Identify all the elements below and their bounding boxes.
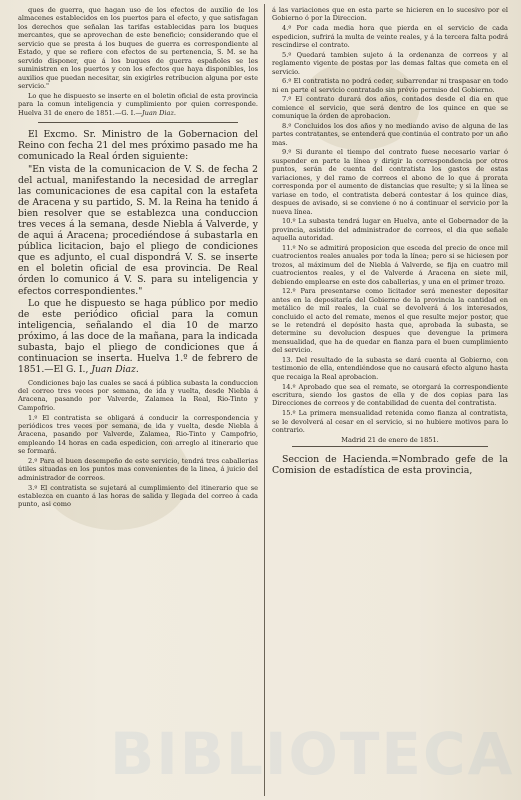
announcement-text: Lo que he dispuesto se haga público por medio de este periódico oficial para la comun inteligencia, señalando el dia 10 de marzo próximo, á las doce de la mañana, para la indicada subasta, bajo el pliego de condiciones que á continuacion se inserta. Huelva 1.º de febrero de 1851.—El G. I., <box>18 297 258 376</box>
paragraph-navy-order: ques de guerra, que hagan uso de los efectos de auxilio de los almacenes establecidos en los puertos para el efecto, y que satisfagan los derechos que señalan las tarifas establecidas para los buques mercantes, que se aprovechan de este beneficio; considerando que el servicio que se presta á los buques de guerra es correspondiente al Estado, y que se refiere con efectos de su pertenencia, S. M. se ha servido disponer, que á los buques de guerra españoles se les suministren en los puertos y con los efectos que haya disponibles, los auxilios que puedan necesitar, sin exigirles retribucion alguna por este servicio." <box>18 6 258 91</box>
condition-7: 7.º El contrato durará dos años, contados desde el dia en que comience el servicio, que será dentro de los quince en que se comunique la órden de aprobacion. <box>272 95 508 121</box>
condition-3-continued: á las variaciones que en esta parte se hicieren en lo sucesivo por el Gobierno ó por la Direccion. <box>272 6 508 23</box>
condition-12: 12.º Para presentarse como licitador será menester depositar antes en la depositaría del Gobierno de la provincia la cantidad en metálico de mil reales, la cual se devolverá á los interesados, concluido el acto del remate, menos el que resulte mejor postor, que se le retendrá el depósito hasta que, aprobada la subasta, se determine su devolucion despues que devengue la primera mensualidad, que ha de quedar en fianza para el buen cumplimiento del servicio. <box>272 287 508 355</box>
dateline: Madrid 21 de enero de 1851. <box>341 436 439 445</box>
condition-15: 15.º La primera mensualidad retenida como fianza al contratista, se le devolverá al cesar en el servicio, si no hubiere motivos para lo contrario. <box>272 409 508 434</box>
section-divider <box>38 122 238 123</box>
condition-4: 4.º Por cada media hora que pierda en el servicio de cada espedicion, sufrirá la multa de veinte reales, y á la tercera falta podrá rescindirse el contrato. <box>272 24 508 49</box>
condition-1: 1.º El contratista se obligará á conducir la correspondencia y periódicos tres veces por semana, de ida y vuelta, desde Niebla á Aracena, pasando por Valverde, Zalamea, Rio-Tinto y Campofrio, empleando 14 horas en cada espedicion, con arreglo al itinerario que se formará. <box>18 413 258 456</box>
publication-text: Lo que he dispuesto se inserte en el boletin oficial de esta provincia para la comun inteligencia y cumplimiento por quien corresponde. Huelva 31 de enero de 1851.—G. I.— <box>18 91 258 117</box>
signature: Juan Diaz. <box>141 108 177 117</box>
condition-6: 6.º El contratista no podrá ceder, subarrendar ni traspasar en todo ni en parte el servicio contratado sin prévio permiso del Gobierno. <box>272 77 508 94</box>
condition-11: 11.º No se admitirá proposicion que esceda del precio de once mil cuatrocientos reales anuales por toda la línea; pero si se hiciesen por trozos, al máximum del de Niebla á Valverde, se fija en cuatro mil cuatrocientos reales, y el de Valverde á Aracena en siete mil, debiendo emplearse en este dos caballerias, y una en el primer trozo. <box>272 243 508 286</box>
left-column <box>18 6 258 510</box>
signature: Juan Diaz. <box>91 364 139 376</box>
paragraph-subasta-announcement <box>18 298 258 376</box>
condition-9: 9.º Si durante el tiempo del contrato fuese necesario variar ó suspender en parte la línea y dirigir la correspondencia por otros puntos, serán de cuenta del contratista los gastos de estas variaciones, y del ramo de correos el abono de lo que á prorata corresponda por el aumento de distancias que resulte; y si la línea se variase en todo, el contratista deberá contestar á los quince dias, despues de avisado, si se conviene ó no á continuar el servicio por la nueva línea. <box>272 148 508 216</box>
condition-8: 8.º Concluidos los dos años y no mediando aviso de alguna de las partes contratantes, se entenderá que continúa el contrato por un año mas. <box>272 121 508 147</box>
conditions-intro: Condiciones bajo las cuales se sacá á pública subasta la conduccion del correo tres veces por semana, de ida y vuelta, desde Niebla á Aracena, pasando por Valverde, Zalamea la Real, Rio-Tinto y Campofrio. <box>18 378 258 412</box>
section-divider <box>292 446 488 447</box>
paragraph-publication <box>18 92 258 117</box>
condition-5: 5.º Quedará tambien sujeto á la ordenanza de correos y al reglamento vigente de postas por las demas faltas que cometa en el servicio. <box>272 50 508 76</box>
condition-3: 3.º El contratista se sujetará al cumplimiento del itinerario que se establezca en cuanto á las horas de salida y llegada del correo á cada punto, asi como <box>18 483 258 509</box>
condition-14: 14.º Aprobado que sea el remate, se otorgará la correspondiente escritura, siendo los gastos de ella y de dos copias para las Direcciones de correos y de contabilidad de cuenta del contratista. <box>272 382 508 408</box>
condition-10: 10.º La subasta tendrá lugar en Huelva, ante el Gobernador de la provincia, asistido del administrador de correos, el dia que señale aquella autoridad. <box>272 217 508 243</box>
right-column <box>272 6 508 478</box>
column-divider <box>264 4 265 796</box>
royal-order-text: "En vista de la comunicacion de V. S. de fecha 2 del actual, manifestando la necesidad de arreglar las comunicaciones de esa capital con la estafeta de Aracena y su partido, S. M. la Reina ha tenido á bien resolver que se establezca una conduccion tres veces á la semana, desde Niebla á Valverde, y de aqui á Aracena; procediéndose á subastarla en pública licitacion, bajo el pliego de condiciones que es adjunto, el cual dispondrá V. S. se inserte en el boletin oficial de esa provincia. De Real órden lo comunico á V. S. para su inteligencia y efectos correspondientes." <box>18 163 258 297</box>
section-heading-hacienda: Seccion de Hacienda.=Nombrado gefe de la Comision de estadística de esta provincia, <box>272 454 508 477</box>
section-heading-gobernacion: El Excmo. Sr. Ministro de la Gobernacion del Reino con fecha 21 del mes próximo pasado me ha comunicado la Real órden siguiente: <box>18 129 258 163</box>
library-watermark: BIBLIOTECA <box>110 720 515 788</box>
condition-2: 2.º Para el buen desempeño de este servicio, tendrá tres caballerias útiles situadas en los puntos mas convenientes de la linea, á juicio del administrador de correos. <box>18 456 258 482</box>
condition-13: 13. Del resultado de la subasta se dará cuenta al Gobierno, con testimonio de ella, entendiéndose que no causará efecto alguno hasta que recaiga la Real aprobacion. <box>272 356 508 381</box>
